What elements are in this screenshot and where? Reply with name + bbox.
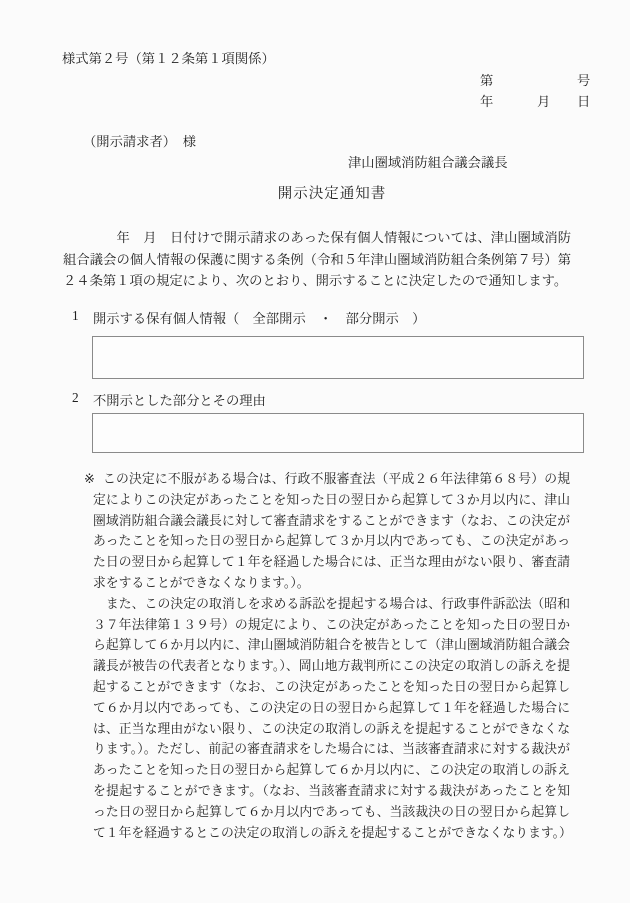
section-2-label: 不開示とした部分とその理由	[93, 393, 266, 408]
form-number-label: 様式第２号（第１２条第１項関係）	[62, 51, 275, 66]
note-paragraph-2: また、この決定の取消しを求める訴訟を提起する場合は、行政事件訴訟法（昭和３７年法律第１３９号）の規定により、この決定があったことを知った日の翌日から起算して６か月以内に、津山圏域消防組合を被告として（津山圏域消防組合議会議長が被告の代表者となります。）、岡山地方裁判所にこの決定の取消しの訴えを提起することができます（なお、この決定があったことを知った日の翌日から起算して６か月以内であっても、この決定の日の翌日から起算して１年を経過した場合には、正当な理由がない限り、この決定の取消しの訴えを提起することができなくなります。）。ただし、前記の審査請求をした場合には、当該審査請求に対する裁決があったことを知った日の翌日から起算して６か月以内に、この決定の取消しの訴えを提起することができます。（なお、当該審査請求に対する裁決があったことを知った日の翌日から起算して６か月以内であっても、当該裁決の日の翌日から起算して１年を経過するとこの決定の取消しの訴えを提起することができなくなります。）	[93, 596, 572, 840]
section-1-label: 開示する保有個人情報（ 全部開示 ・ 部分開示 ）	[93, 311, 426, 326]
doc-number-prefix: 第	[480, 73, 494, 88]
date-year-label: 年	[480, 94, 494, 109]
date-day-label: 日	[577, 94, 591, 109]
doc-number-suffix: 号	[577, 73, 591, 88]
section-1-number: 1	[72, 308, 79, 323]
note-marker: ※	[84, 472, 95, 486]
section-2-heading	[0, 390, 630, 408]
document-title: 開示決定通知書	[277, 186, 387, 202]
section-1-heading	[0, 308, 630, 326]
section-1-entry-box	[92, 336, 584, 379]
note-block	[84, 469, 572, 843]
body-paragraph: 年 月 日付けで開示請求のあった保有個人情報については、津山圏域消防組合議会の個人情報の保護に関する条例（令和５年津山圏域消防組合条例第７号）第２４条第１項の規定により、次のとおり、開示することに決定したので通知します。	[63, 230, 571, 289]
addressee: （開示請求者） 様	[83, 134, 197, 149]
sender: 津山圏域消防組合議会議長	[348, 155, 508, 170]
section-2-number: 2	[72, 390, 79, 405]
date-month-label: 月	[537, 94, 551, 109]
section-2-entry-box	[92, 413, 584, 453]
note-paragraph-1: この決定に不服がある場合は、行政不服審査法（平成２６年法律第６８号）の規定によりこの決定があったことを知った日の翌日から起算して３か月以内に、津山圏域消防組合議会議長に対して審査請求をすることができます（なお、この決定があったことを知った日の翌日から起算して３か月以内であっても、この決定があった日の翌日から起算して１年を経過した場合には、正当な理由がない限り、審査請求をすることができなくなります。）。	[93, 472, 570, 590]
